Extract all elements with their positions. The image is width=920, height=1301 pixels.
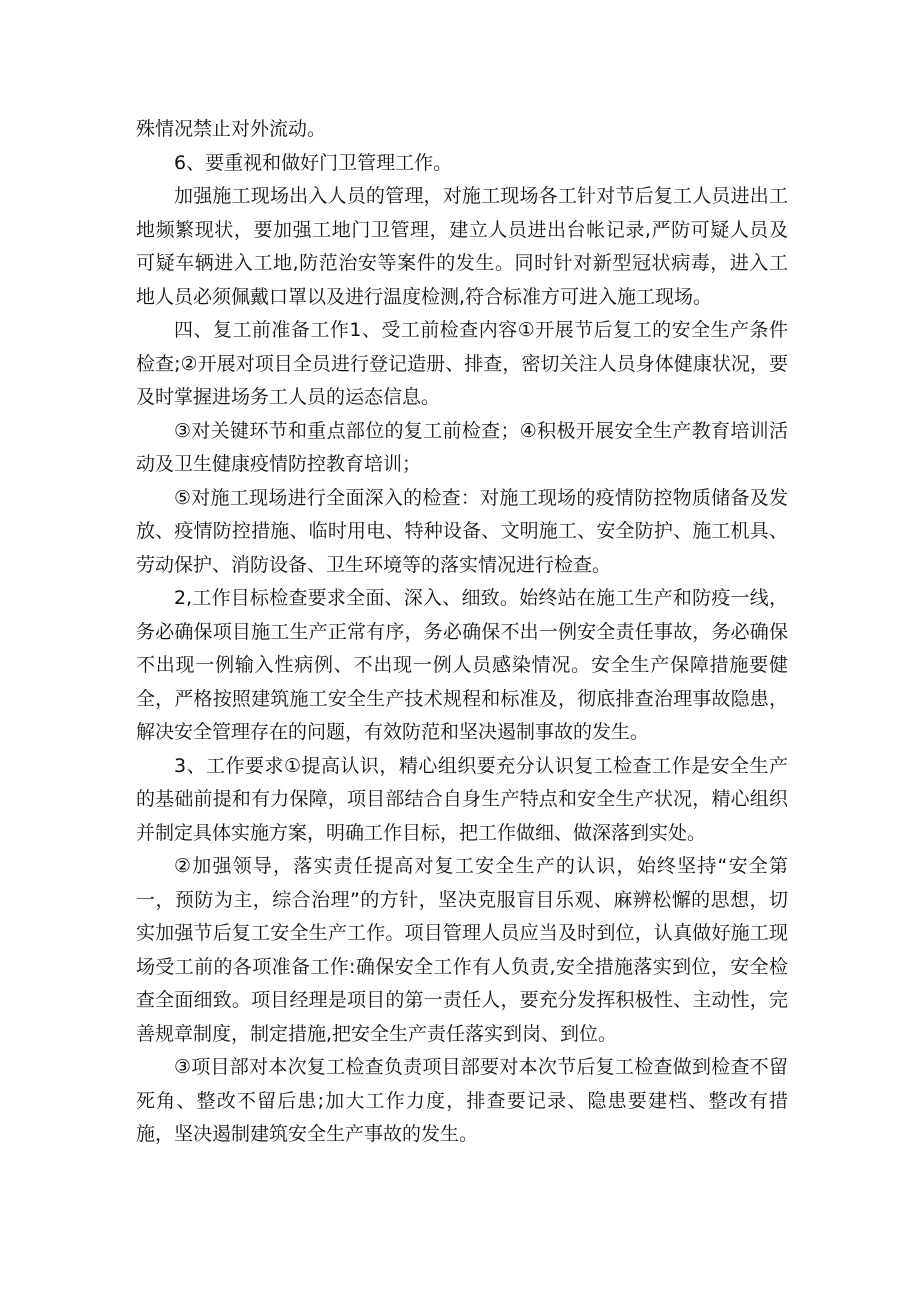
paragraph-8: 3、工作要求①提高认识，精心组织要充分认识复工检查工作是安全生产的基础前提和有力保障，项目部结合自身生产特点和安全生产状况，精心组织并制定具体实施方案，明确工作目标，把工作做细、做深落到实处。 <box>136 754 788 844</box>
document-body <box>136 113 788 1152</box>
paragraph-5: ③对关键环节和重点部位的复工前检查；④积极开展安全生产教育培训活动及卫生健康疫情防控教育培训； <box>136 419 788 475</box>
paragraph-2: 6、要重视和做好门卫管理工作。 <box>174 151 453 174</box>
paragraph-7: 2,工作目标检查要求全面、深入、细致。始终站在施工生产和防疫一线，务必确保项目施工生产正常有序，务必确保不出一例安全责任事故，务必确保不出现一例输入性病例、不出现一例人员感染情况。安全生产保障措施要健全，严格按照建筑施工安全生产技术规程和标准及，彻底排查治理事故隐患，解决安全管理存在的问题，有效防范和坚决遏制事故的发生。 <box>136 587 788 743</box>
paragraph-1: 殊情况禁止对外流动。 <box>136 118 327 140</box>
paragraph-3: 加强施工现场出入人员的管理，对施工现场各工针对节后复工人员进出工地频繁现状，要加强工地门卫管理，建立人员进出台帐记录,严防可疑人员及可疑车辆进入工地,防范治安等案件的发生。同时针对新型冠状病毒，进入工地人员必须佩戴口罩以及进行温度检测,符合标准方可进入施工现场。 <box>136 185 788 308</box>
paragraph-9: ②加强领导，落实责任提高对复工安全生产的认识，始终坚持“安全第一，预防为主，综合治理”的方针，坚决克服盲目乐观、麻辨松懈的思想，切实加强节后复工安全生产工作。项目管理人员应当及时到位，认真做好施工现场受工前的各项准备工作:确保安全工作有人负责,安全措施落实到位，安全检查全面细致。项目经理是项目的第一责任人，要充分发挥积极性、主动性，完善规章制度，制定措施,把安全生产责任落实到岗、到位。 <box>136 855 788 1045</box>
paragraph-4: 四、复工前准备工作1、受工前检查内容①开展节后复工的安全生产条件检查;②开展对项目全员进行登记造册、排查，密切关注人员身体健康状况，要及时掌握进场务工人员的运态信息。 <box>136 319 788 408</box>
paragraph-10: ③项目部对本次复工检查负责项目部要对本次节后复工检查做到检查不留死角、整改不留后患;加大工作力度，排查要记录、隐患要建档、整改有措施，坚决遏制建筑安全生产事故的发生。 <box>136 1056 788 1145</box>
paragraph-6: ⑤对施工现场进行全面深入的检查：对施工现场的疫情防控物质储备及发放、疫情防控措施、临时用电、特种设备、文明施工、安全防护、施工机具、劳动保护、消防设备、卫生环境等的落实情况进行检查。 <box>136 486 788 576</box>
